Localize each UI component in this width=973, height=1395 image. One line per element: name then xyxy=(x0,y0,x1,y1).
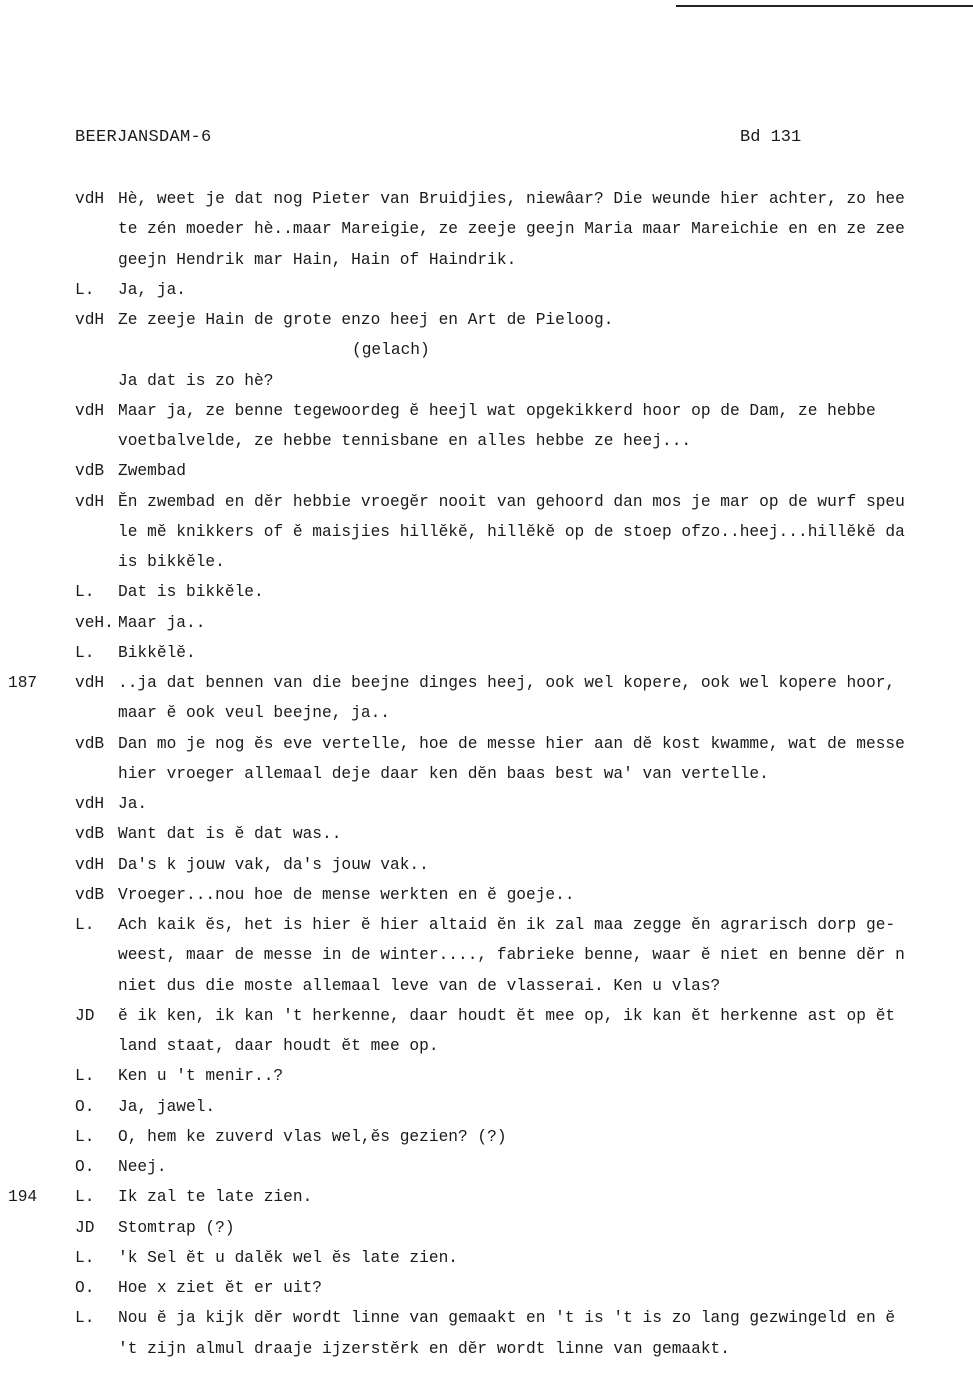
transcript-line xyxy=(0,547,973,577)
utterance-text: Ĕn zwembad en dĕr hebbie vroegĕr nooit van gehoord dan mos je mar op de wurf speu xyxy=(118,492,905,511)
line-number: 194 xyxy=(8,1188,38,1207)
transcript-line xyxy=(0,759,973,789)
transcript-line xyxy=(0,1182,973,1212)
transcript-line xyxy=(0,305,973,335)
utterance-text: hier vroeger allemaal deje daar ken dĕn baas best wa' van vertelle. xyxy=(118,764,769,783)
transcript-line xyxy=(0,789,973,819)
utterance-text: le mĕ knikkers of ĕ maisjies hillĕkĕ, hillĕkĕ op de stoep ofzo..heej...hillĕkĕ da xyxy=(118,522,905,541)
transcript-line xyxy=(0,1001,973,1031)
speaker-label: L. xyxy=(75,280,95,299)
utterance-text: Want dat is ĕ dat was.. xyxy=(118,825,342,844)
utterance-text: Hoe x ziet ĕt er uit? xyxy=(118,1279,322,1297)
speaker-label: JD xyxy=(75,1006,95,1025)
speaker-label: O. xyxy=(75,1279,95,1297)
transcript-line xyxy=(0,517,973,547)
utterance-text: Bikkĕlĕ. xyxy=(118,643,196,662)
top-rule xyxy=(676,5,973,7)
utterance-text: geejn Hendrik mar Hain, Hain of Haindrik. xyxy=(118,250,517,269)
utterance-text: Dat is bikkĕle. xyxy=(118,583,264,602)
speaker-label: veH. xyxy=(75,613,114,632)
transcript-line xyxy=(0,426,973,456)
transcript-line xyxy=(0,184,973,214)
speaker-label: vdB xyxy=(75,825,105,844)
utterance-text: maar ĕ ook veul beejne, ja.. xyxy=(118,704,390,723)
speaker-label: vdB xyxy=(75,462,105,481)
utterance-text: 'k Sel ĕt u dalĕk wel ĕs late zien. xyxy=(118,1248,458,1267)
utterance-text: weest, maar de messe in de winter...., fabrieke benne, waar ĕ niet en benne dĕr n xyxy=(118,946,905,965)
speaker-label: L. xyxy=(75,1309,95,1328)
utterance-text: Stomtrap (?) xyxy=(118,1218,235,1237)
transcript-line xyxy=(0,245,973,275)
utterance-text: Dan mo je nog ĕs eve vertelle, hoe de messe hier aan dĕ kost kwamme, wat de messe xyxy=(118,734,905,753)
transcript-line xyxy=(0,335,973,365)
transcript-line xyxy=(0,850,973,880)
speaker-label: vdH xyxy=(75,855,105,874)
document-title: BEERJANSDAM-6 xyxy=(75,128,212,147)
speaker-label: vdB xyxy=(75,885,105,904)
transcript-line xyxy=(0,577,973,607)
transcript-line xyxy=(0,366,973,396)
transcript-line xyxy=(0,698,973,728)
transcript-line xyxy=(0,1152,973,1182)
utterance-text: Da's k jouw vak, da's jouw vak.. xyxy=(118,855,429,874)
utterance-text: Ik zal te late zien. xyxy=(118,1188,313,1207)
transcript-line xyxy=(0,1334,973,1364)
transcript-line xyxy=(0,638,973,668)
utterance-text: Vroeger...nou hoe de mense werkten en ĕ goeje.. xyxy=(118,885,575,904)
transcript-line xyxy=(0,1243,973,1273)
utterance-text: Ze zeeje Hain de grote enzo heej en Art de Pieloog. xyxy=(118,311,614,329)
utterance-text: Hè, weet je dat nog Pieter van Bruidjies, niewâar? Die weunde hier achter, zo hee xyxy=(118,190,905,208)
utterance-text: voetbalvelde, ze hebbe tennisbane en alles hebbe ze heej... xyxy=(118,432,692,450)
utterance-text: Neej. xyxy=(118,1158,167,1176)
utterance-text: O, hem ke zuverd vlas wel,ĕs gezien? (?) xyxy=(118,1127,507,1146)
transcript-line xyxy=(0,1273,973,1303)
transcript-line xyxy=(0,487,973,517)
speaker-label: vdH xyxy=(75,492,105,511)
utterance-text: Ach kaik ĕs, het is hier ĕ hier altaid ĕn ik zal maa zegge ĕn agrarisch dorp ge- xyxy=(118,916,896,934)
transcript-line xyxy=(0,940,973,970)
utterance-text: Ken u 't menir..? xyxy=(118,1067,284,1086)
speaker-label: L. xyxy=(75,1067,95,1086)
utterance-text: Ja, jawel. xyxy=(118,1097,216,1116)
speaker-label: vdH xyxy=(75,311,105,329)
speaker-label: O. xyxy=(75,1097,95,1116)
utterance-text: (gelach) xyxy=(352,341,430,360)
line-number: 187 xyxy=(8,674,38,692)
speaker-label: JD xyxy=(75,1218,95,1237)
speaker-label: vdB xyxy=(75,734,105,753)
utterance-text: te zén moeder hè..maar Mareigie, ze zeeje geejn Maria maar Mareichie en en ze zee xyxy=(118,220,905,239)
transcript-line xyxy=(0,396,973,426)
transcript-line xyxy=(0,1092,973,1122)
transcript-line xyxy=(0,456,973,486)
speaker-label: vdH xyxy=(75,190,105,208)
speaker-label: L. xyxy=(75,643,95,662)
speaker-label: vdH xyxy=(75,674,105,692)
utterance-text: ĕ ik ken, ik kan 't herkenne, daar houdt ĕt mee op, ik kan ĕt herkenne ast op ĕt xyxy=(118,1006,896,1025)
transcript-line xyxy=(0,910,973,940)
transcript-line xyxy=(0,275,973,305)
transcript-line xyxy=(0,971,973,1001)
transcript-line xyxy=(0,668,973,698)
transcript-line xyxy=(0,608,973,638)
utterance-text: niet dus die moste allemaal leve van de vlasserai. Ken u vlas? xyxy=(118,976,721,995)
transcript-line xyxy=(0,1122,973,1152)
utterance-text: Ja dat is zo hè? xyxy=(118,371,274,390)
transcript-line xyxy=(0,1061,973,1091)
speaker-label: vdH xyxy=(75,795,105,813)
utterance-text: ..ja dat bennen van die beejne dinges heej, ook wel kopere, ook wel kopere hoor, xyxy=(118,674,896,692)
transcript-line xyxy=(0,1031,973,1061)
transcript-line xyxy=(0,214,973,244)
utterance-text: Ja. xyxy=(118,795,148,813)
speaker-label: L. xyxy=(75,1127,95,1146)
speaker-label: O. xyxy=(75,1158,95,1176)
utterance-text: 't zijn almul draaje ijzerstĕrk en dĕr wordt linne van gemaakt. xyxy=(118,1339,730,1358)
page-number: Bd 131 xyxy=(740,128,802,147)
utterance-text: Zwembad xyxy=(118,462,186,481)
transcript-line xyxy=(0,1303,973,1333)
transcript-line xyxy=(0,819,973,849)
speaker-label: L. xyxy=(75,1248,95,1267)
transcript-line xyxy=(0,880,973,910)
speaker-label: L. xyxy=(75,583,95,602)
utterance-text: Maar ja, ze benne tegewoordeg ĕ heejl wat opgekikkerd hoor op de Dam, ze hebbe xyxy=(118,401,876,420)
utterance-text: land staat, daar houdt ĕt mee op. xyxy=(118,1037,439,1055)
utterance-text: is bikkĕle. xyxy=(118,553,225,571)
speaker-label: L. xyxy=(75,916,95,934)
utterance-text: Nou ĕ ja kijk dĕr wordt linne van gemaakt en 't is 't is zo lang gezwingeld en ĕ xyxy=(118,1309,896,1328)
utterance-text: Maar ja.. xyxy=(118,613,206,632)
speaker-label: vdH xyxy=(75,401,105,420)
utterance-text: Ja, ja. xyxy=(118,280,186,299)
transcript-line xyxy=(0,1213,973,1243)
speaker-label: L. xyxy=(75,1188,95,1207)
transcript-line xyxy=(0,729,973,759)
